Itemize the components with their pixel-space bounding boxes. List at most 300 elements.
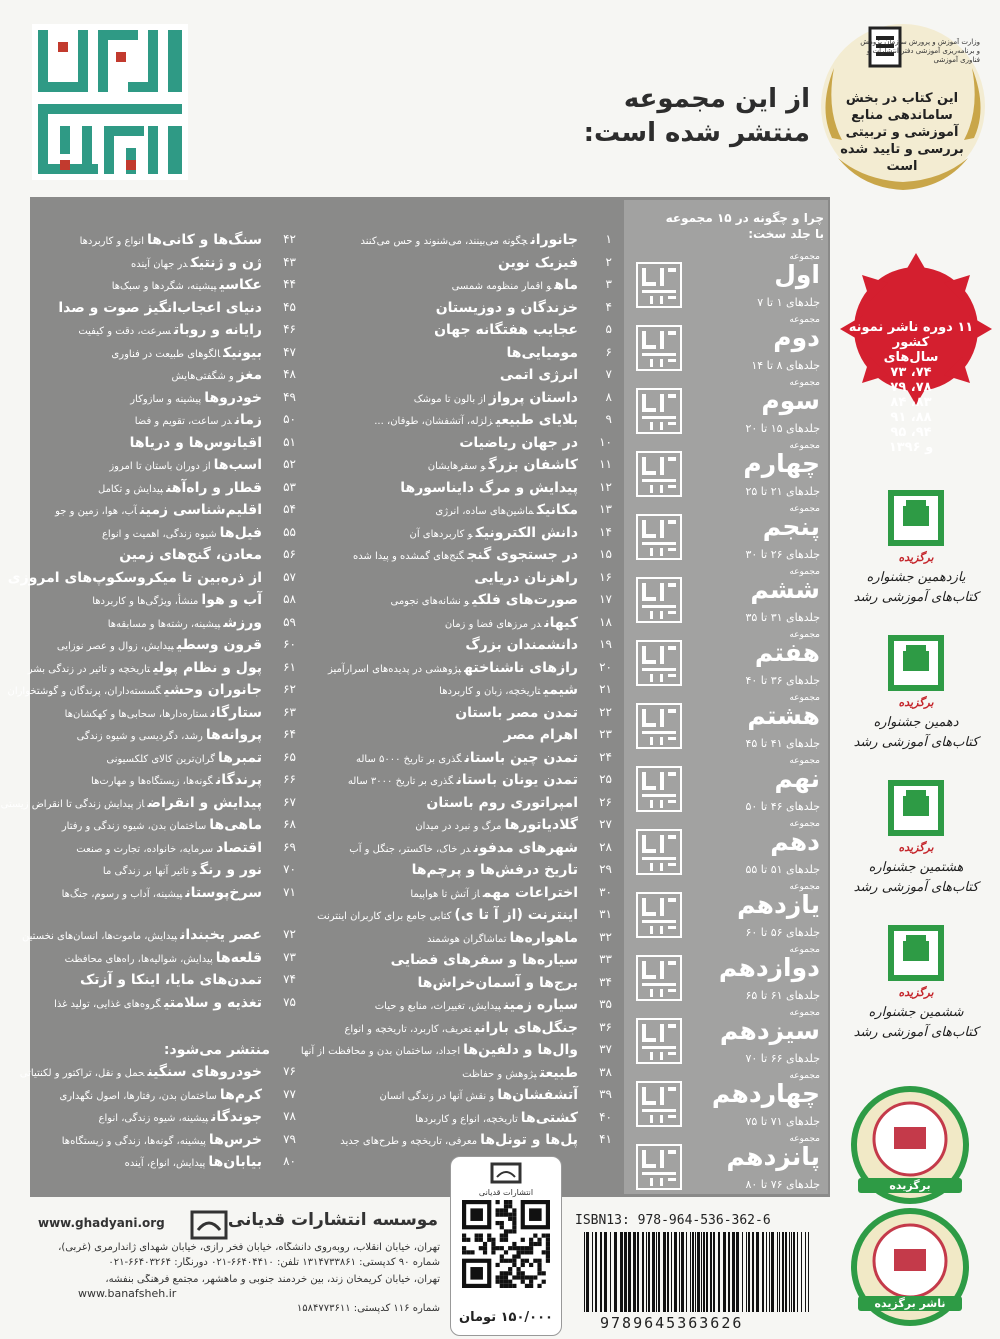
title-text: [103, 862, 262, 878]
title-main: سیاره‌ها و سفرهای فضایی: [390, 952, 578, 968]
title-number: ۱۶: [599, 569, 612, 584]
title-number: ۶۷: [283, 794, 296, 809]
title-subtitle: مرگ و نبرد در میدان: [415, 821, 502, 832]
title-text: [348, 772, 578, 788]
title-row: [300, 277, 612, 299]
title-main: قرون وسطی: [176, 637, 262, 653]
title-text: [471, 570, 578, 586]
title-main: تمدن یونان باستان: [456, 772, 578, 788]
volume-logo-icon: [636, 955, 682, 1001]
title-row: [34, 412, 296, 434]
title-subtitle: پژوهش و حفاظت: [462, 1068, 537, 1080]
title-text: [131, 255, 262, 271]
title-row: [34, 705, 296, 727]
title-main: داستان پرواز: [488, 389, 578, 406]
volume-logo-icon: [636, 703, 682, 749]
title-main: عصر یخبندان: [180, 927, 262, 943]
title-main: ماهی‌ها: [209, 817, 262, 833]
title-text: [20, 1064, 262, 1080]
title-subtitle: شیوه زندگی، اهمیت و انواع: [101, 528, 217, 540]
volume-logo-icon: [636, 325, 682, 371]
volume-name: ششم: [750, 575, 820, 604]
title-number: ۵۳: [283, 479, 296, 494]
title-row: [34, 255, 296, 277]
title-text: [328, 660, 578, 676]
title-subtitle: ستاره‌دارها، سحابی‌ها و کهکشان‌ها: [64, 708, 208, 720]
title-main: شهرهای مدفون: [473, 839, 578, 856]
title-text: [452, 705, 578, 721]
title-text: [111, 345, 262, 361]
title-number: ۳۶: [599, 1019, 612, 1034]
volume-logo-icon: [636, 1081, 682, 1127]
title-subtitle: اجداد، ساختمان بدن و محافظت از آنها: [300, 1046, 461, 1057]
title-subtitle: از آتش تا هواپیما: [410, 888, 480, 900]
title-subtitle: سرعت، دقت و کیفیت: [78, 326, 171, 337]
title-number: ۷۱: [283, 884, 296, 899]
title-row: [34, 817, 296, 839]
title-subtitle: تاریخچه، انواع و کاربردها: [415, 1113, 518, 1125]
title-text: [65, 705, 262, 721]
title-row: [34, 547, 296, 569]
title-number: ۵۸: [283, 592, 296, 606]
volume-logo-icon: [636, 892, 682, 938]
title-row: [34, 232, 296, 254]
title-text: [65, 950, 262, 966]
title-main: تاریخ درفش‌ها و پرچم‌ها: [411, 862, 578, 878]
title-subtitle: گروه‌های غذایی، تولید غذا: [54, 998, 162, 1010]
title-row: [34, 502, 296, 524]
title-subtitle: از پیدایش زندگی تا انقراض زیستی: [0, 798, 145, 810]
title-row: [300, 232, 612, 254]
title-row: [0, 794, 296, 817]
title-number: ۱۰: [599, 434, 612, 449]
title-main: سیاره زمین: [503, 997, 578, 1013]
title-subtitle: پیشینه، گونه‌ها، زندگی و زیستگاه‌ها: [61, 1135, 206, 1147]
title-subtitle: پیدایش، شوالیه‌ها، راه‌های محافظت: [64, 953, 213, 965]
title-text: [414, 975, 578, 991]
title-subtitle: گسسته‌داران، پرندگان و گوشتخواران: [7, 686, 162, 697]
title-main: پول و نظام پولی: [153, 659, 262, 676]
title-text: [62, 817, 262, 833]
title-subtitle: کتابی جامع برای کاربران اینترنت: [317, 911, 452, 922]
festival-subtitle: کتاب‌های آموزشی رشد: [853, 880, 979, 895]
volume-item: [630, 1132, 824, 1202]
title-text: [504, 345, 578, 361]
title-main: جانوران: [530, 232, 578, 248]
festival-subtitle: کتاب‌های آموزشی رشد: [853, 735, 979, 750]
title-subtitle: گذری بر تاریخ ۵۰۰۰ ساله: [355, 753, 462, 765]
red-award-years-label: سال‌های: [883, 350, 939, 365]
title-text: [7, 682, 262, 698]
round-badge-label-1: برگزیده: [858, 1178, 962, 1193]
title-number: ۳۷: [599, 1042, 612, 1056]
title-main: پرندگان: [216, 772, 262, 788]
title-main: عکاسی: [219, 277, 262, 293]
title-row: [34, 367, 296, 389]
title-subtitle: پیشینه و سازوکار: [130, 393, 202, 405]
title-text: [5, 570, 262, 586]
volume-name: چهاردهم: [711, 1079, 820, 1108]
title-main: دانشمندان بزرگ: [465, 637, 578, 653]
title-text: [374, 412, 578, 428]
title-row: [300, 1042, 612, 1064]
publisher-website[interactable]: www.ghadyani.org: [38, 1216, 165, 1230]
title-subtitle: معرفی، تاریخچه و طرح‌های جدید: [340, 1136, 478, 1147]
title-subtitle: در جهان آینده: [130, 258, 188, 270]
title-subtitle: ساختمان بدن، شیوه زندگی و رفتار: [61, 821, 207, 832]
title-text: [397, 480, 578, 496]
title-text: [112, 277, 262, 293]
red-award-year-line: ۷۴، ۷۳: [890, 365, 932, 380]
title-subtitle: انواع و کاربردها: [79, 236, 144, 247]
title-main: جانوران وحشی: [164, 682, 262, 698]
title-text: [353, 547, 578, 563]
title-text: [91, 772, 262, 788]
volume-logo-icon: [636, 640, 682, 686]
title-number: ۲۳: [599, 727, 612, 741]
red-award-year-line: و ۱۳۹۶: [888, 440, 934, 455]
barcode-icon: [578, 1232, 818, 1312]
series-heading: [500, 82, 810, 150]
title-number: ۷۴: [283, 972, 296, 986]
volume-item: [630, 1006, 824, 1076]
volume-logo-icon: [636, 766, 682, 812]
volume-name: دوم: [773, 323, 820, 352]
title-text: [431, 322, 578, 338]
title-main: ماه: [554, 277, 578, 293]
volume-name: سوم: [761, 386, 820, 415]
title-number: ۱۸: [599, 614, 612, 629]
volume-range: جلدهای ۲۱ تا ۲۵: [745, 485, 820, 498]
volume-range: جلدهای ۴۶ تا ۵۰: [745, 800, 820, 813]
title-number: ۳۰: [599, 884, 612, 899]
title-row: [300, 367, 612, 389]
volume-range: جلدهای ۱ تا ۷: [757, 296, 820, 309]
title-main: مومیایی‌ها: [506, 344, 578, 361]
title-number: ۴۱: [599, 1132, 612, 1146]
title-main: کشتی‌ها: [520, 1109, 578, 1126]
title-text: [349, 840, 578, 856]
title-text: [452, 277, 578, 293]
title-row: [300, 345, 612, 367]
title-row: [300, 480, 612, 502]
title-number: ۲۶: [599, 794, 612, 809]
title-row: [34, 592, 296, 614]
title-text: [380, 1087, 578, 1103]
volume-range: جلدهای ۳۶ تا ۴۰: [745, 674, 820, 687]
volume-logo-icon: [636, 577, 682, 623]
title-text: [102, 525, 262, 541]
title-row: [34, 750, 296, 772]
volume-range: جلدهای ۷۱ تا ۷۵: [745, 1115, 820, 1128]
title-number: ۵۷: [283, 569, 296, 584]
title-main: راهزنان دریایی: [474, 569, 578, 586]
title-row: [300, 795, 612, 817]
title-number: ۴۲: [283, 232, 296, 246]
title-main: فیل‌ها: [219, 524, 262, 541]
publisher-address-1: تهران، خیابان انقلاب، روبه‌روی دانشگاه، خیابان فخر رازی، خیابان شهدای ژاندارمری (غربی)،: [58, 1242, 440, 1253]
title-row: [300, 660, 612, 682]
title-number: ۶۰: [283, 637, 296, 651]
title-row: [300, 570, 612, 592]
title-text: [77, 972, 262, 988]
title-row: [300, 930, 612, 952]
title-main: اقیانوس‌ها و دریاها: [129, 434, 262, 451]
title-subtitle: رشد، دگردیسی و شیوه زندگی: [76, 731, 203, 742]
title-number: ۸۰: [283, 1154, 296, 1168]
volume-item: [630, 817, 824, 887]
title-main: اسب‌ها: [213, 457, 262, 473]
title-subtitle: سرمایه، خانواده، تجارت و صنعت: [76, 843, 214, 855]
title-main: فیزیک نوین: [498, 254, 578, 271]
title-row: [300, 997, 612, 1019]
title-main: قلعه‌ها: [215, 949, 262, 966]
title-row: [300, 727, 612, 749]
volume-logo-icon: [636, 1018, 682, 1064]
upcoming-label: منتشر می‌شود:: [163, 1041, 270, 1058]
title-row: [300, 547, 612, 569]
title-row: [34, 862, 296, 884]
volume-item: [630, 502, 824, 572]
festival-name: یازدهمین جشنواره: [866, 570, 966, 585]
volume-small-label: مجموعه: [789, 378, 820, 388]
title-number: ۳۴: [599, 974, 612, 989]
title-text: [106, 750, 262, 766]
title-subtitle: و تاثیر آنها بر زندگی ما: [102, 866, 197, 877]
title-row: [300, 525, 612, 547]
title-number: ۶۶: [283, 772, 296, 786]
title-row: [300, 750, 612, 772]
title-row: [34, 727, 296, 749]
volume-range: جلدهای ۶۶ تا ۷۰: [745, 1052, 820, 1065]
title-number: ۱۴: [599, 524, 612, 539]
title-main: کیهان: [544, 614, 578, 631]
title-number: ۵۴: [283, 502, 296, 516]
title-text: [415, 817, 578, 833]
title-number: ۴۴: [283, 277, 296, 291]
title-main: رایانه و روبات: [173, 322, 262, 338]
title-number: ۱۲: [599, 479, 612, 494]
title-text: [59, 1087, 262, 1103]
title-number: ۶۳: [283, 704, 296, 719]
title-subtitle: منشأ، ویژگی‌ها و کاربردها: [92, 596, 199, 607]
title-number: ۲: [605, 254, 612, 269]
title-text: [62, 1132, 262, 1148]
title-number: ۶۱: [283, 659, 296, 674]
title-number: ۳: [605, 277, 612, 291]
title-text: [497, 367, 578, 383]
qr-label: انتشارات قدیانی: [478, 1188, 534, 1197]
title-main: ماهواره‌ها: [509, 929, 578, 946]
title-main: در جستجوی گنج: [467, 547, 578, 563]
title-main: خودروهای سنگین: [147, 1064, 262, 1080]
title-number: ۴: [605, 299, 612, 314]
volume-logo-icon: [636, 829, 682, 875]
title-text: [1, 795, 262, 811]
title-row: [34, 950, 296, 972]
title-number: ۵۹: [283, 614, 296, 629]
title-text: [317, 907, 578, 923]
title-number: ۴۹: [283, 389, 296, 404]
title-main: تمبرها: [217, 749, 262, 766]
title-main: ورزش: [223, 614, 262, 631]
banafsheh-website[interactable]: www.banafsheh.ir: [78, 1287, 177, 1300]
title-number: ۵۱: [283, 434, 296, 449]
volume-item: [630, 313, 824, 383]
title-row: [27, 659, 296, 682]
volume-item: [630, 880, 824, 950]
volume-small-label: مجموعه: [789, 756, 820, 766]
volume-small-label: مجموعه: [789, 1134, 820, 1144]
qr-code-icon[interactable]: [462, 1200, 550, 1288]
title-main: مغز: [236, 367, 262, 383]
title-row: [19, 1064, 296, 1086]
title-subtitle: پژوهشی در پدیده‌های اسرارآمیز: [327, 663, 462, 675]
festival-award-text: [836, 838, 996, 898]
title-number: ۲۹: [599, 862, 612, 876]
publisher-info: [30, 1200, 440, 1330]
title-number: ۲۸: [599, 839, 612, 854]
title-text: [495, 255, 578, 271]
festival-subtitle: کتاب‌های آموزشی رشد: [853, 1025, 979, 1040]
title-number: ۷۹: [283, 1131, 296, 1146]
title-main: پیدایش و مرگ دایناسورها: [400, 479, 578, 496]
title-text: [78, 322, 262, 338]
title-main: زمان: [234, 412, 262, 428]
title-subtitle: زلزله، آتشفشان، طوفان، ...: [374, 416, 493, 427]
title-row: [34, 1154, 296, 1176]
title-main: بیونیک: [223, 344, 262, 361]
title-subtitle: و اقمار منظومه شمسی: [451, 281, 552, 292]
volume-small-label: مجموعه: [789, 504, 820, 514]
festival-badge-label: برگزیده: [898, 696, 934, 709]
festival-logo-icon: [888, 490, 944, 546]
publisher-name: موسسه انتشارات قدیانی: [227, 1210, 438, 1230]
approval-seal-text: این کتاب در بخش ساماندهی منابع آموزشی و تربیتی بررسی و تایید شده است: [840, 91, 964, 174]
title-text: [301, 1042, 578, 1058]
title-text: [390, 592, 578, 608]
title-text: [415, 1110, 578, 1126]
title-number: ۷۲: [283, 927, 296, 941]
title-text: [22, 927, 262, 943]
title-main: نور و رنگ: [199, 862, 262, 878]
title-text: [99, 1109, 262, 1125]
title-main: امپراتوری روم باستان: [426, 794, 578, 811]
title-row: [300, 502, 612, 524]
title-text: [80, 232, 262, 248]
title-text: [55, 502, 262, 518]
title-text: [92, 592, 262, 608]
title-number: ۴۵: [283, 299, 296, 314]
title-row: [300, 457, 612, 479]
title-row: [7, 682, 296, 704]
title-row: [34, 435, 296, 457]
volume-logo-icon: [636, 1144, 682, 1190]
volume-small-label: مجموعه: [789, 882, 820, 892]
title-number: ۱۱: [599, 457, 612, 471]
title-main: اهرام مصر: [503, 727, 578, 743]
title-text: [108, 615, 262, 631]
red-award-title: ۱۱ دوره ناشر نمونه کشور: [848, 320, 974, 350]
title-row: [34, 322, 296, 344]
volume-item: [630, 565, 824, 635]
title-text: [135, 412, 262, 428]
title-main: وال‌ها و دلفین‌ها: [463, 1042, 578, 1058]
title-main: دنیای اعجاب‌انگیز صوت و صدا: [58, 299, 262, 316]
title-number: ۳۳: [599, 952, 612, 966]
title-main: دانش الکترونیک: [475, 524, 578, 541]
volume-range: جلدهای ۳۱ تا ۳۵: [745, 611, 820, 624]
title-row: [34, 1109, 296, 1131]
title-subtitle: آب، هوا، زمین و جو: [55, 506, 137, 517]
title-text: [55, 300, 262, 316]
title-main: سرخ‌پوستان: [185, 884, 262, 901]
title-number: ۷۷: [283, 1086, 296, 1101]
title-text: [361, 232, 578, 248]
festival-badge-label: برگزیده: [898, 841, 934, 854]
title-number: ۴۳: [283, 254, 296, 269]
title-main: جنگل‌های بارانی: [474, 1019, 578, 1036]
title-row: [300, 1020, 612, 1042]
title-subtitle: گونه‌ها، زیستگاه‌ها و مهارت‌ها: [91, 776, 214, 787]
title-subtitle: پیشینه، رشته‌ها و مسابقه‌ها: [107, 618, 221, 630]
title-text: [98, 480, 262, 496]
title-number: ۷۶: [283, 1064, 296, 1078]
title-text: [130, 390, 262, 406]
series-note-line2: با جلد سخت:: [748, 227, 824, 241]
title-row: [34, 480, 296, 502]
title-subtitle: حمل و نقل، تراکتور و لکنتیاتی: [19, 1068, 145, 1079]
title-main: اختراعات مهم: [482, 884, 578, 901]
title-number: ۴۶: [283, 322, 296, 336]
title-number: ۳۵: [599, 997, 612, 1011]
title-row: [7, 569, 296, 592]
title-text: [54, 995, 262, 1011]
title-text: [109, 457, 262, 473]
series-note: [628, 210, 824, 242]
title-number: ۱۷: [599, 592, 612, 606]
title-main: رازهای ناشناخته: [464, 659, 578, 676]
title-row: [34, 1087, 296, 1109]
red-award-years: [846, 365, 976, 455]
publisher-small-logo-icon: [484, 1162, 528, 1190]
title-number: ۷۳: [283, 949, 296, 964]
title-number: ۵: [605, 322, 612, 336]
title-row: [300, 682, 612, 704]
title-row: [34, 885, 296, 907]
volume-range: جلدهای ۵۱ تا ۵۵: [745, 863, 820, 876]
title-subtitle: از بالون تا موشک: [413, 393, 486, 405]
title-row: [300, 1087, 612, 1109]
title-text: [433, 300, 578, 316]
festival-badge-label: برگزیده: [898, 551, 934, 564]
title-subtitle: گنج‌های گمشده و پیدا شده: [352, 551, 465, 562]
title-main: برج‌ها و آسمان‌خراش‌ها: [417, 974, 578, 991]
seal-org: وزارت آموزش و پرورش سازمان پژوهش و برنامه‌ریزی آموزشی دفتر انتشارات و فناوری آموزشی: [860, 38, 980, 64]
title-number: ۶۹: [283, 839, 296, 854]
title-number: ۵۰: [283, 412, 296, 426]
title-main: صورت‌های فلکی: [472, 592, 578, 608]
title-text: [445, 615, 578, 631]
title-row: [34, 972, 296, 994]
title-main: اینترنت (از آ تا ی): [454, 907, 578, 923]
title-main: پیدایش و انقراض: [147, 794, 262, 811]
publisher-address-2: شماره ۹۰ کدپستی: ۱۳۱۴۷۳۳۸۶۱ تلفن: ۶۶۴۰۴۴۱۰-۰۲۱ دورنگار: ۶۶۴۰۳۲۶۴-۰۲۱: [108, 1257, 440, 1268]
title-row: [34, 525, 296, 547]
volume-name: دهم: [770, 827, 820, 856]
series-note-line1: چرا و چگونه در ۱۵ مجموعه: [665, 211, 824, 225]
title-subtitle: تاریخچه و تاثیر در زندگی بشر: [27, 663, 151, 675]
